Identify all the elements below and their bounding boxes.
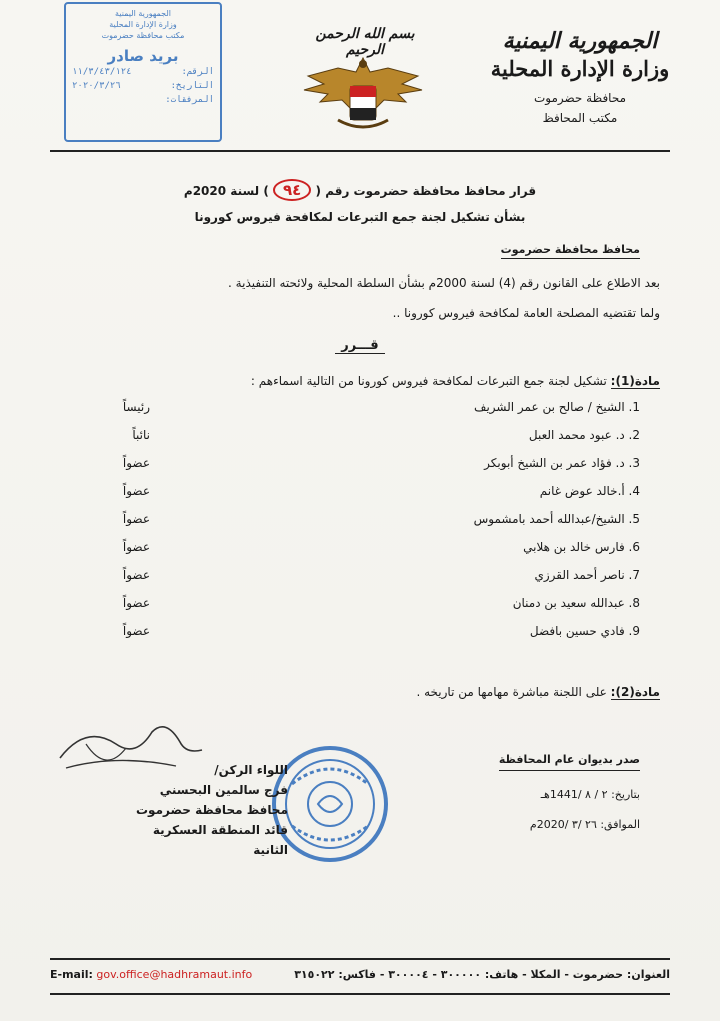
outgoing-mail-stamp [64,2,222,142]
basmala: بسم الله الرحمن الرحيم [315,26,415,58]
article-2-text: على اللجنة مباشرة مهامها من تاريخه . [416,685,607,699]
decree-title-prefix: قرار محافظ محافظة حضرموت رقم ( [315,184,537,198]
decree-number: ٩٤ [273,179,311,201]
republic-name: الجمهورية اليمنية [502,28,658,54]
stamp-date-row [66,79,220,93]
stamp-title: بريد صادر [107,47,179,65]
list-item: 6. فارس خالد بن هلابي عضواً [122,540,640,554]
eagle-emblem-icon [298,50,428,140]
header-divider [50,150,670,152]
list-item: 7. ناصر أحمد القرزي عضواً [122,568,640,582]
stamp-ref-label: الرقم: [181,67,214,77]
footer-email: E-mail: gov.office@hadhramaut.info [50,968,253,981]
list-item: 1. الشيخ / صالح بن عمر الشريف رئيساً [122,400,640,414]
article-1 [80,374,660,388]
governorate-name: محافظة حضرموت [533,91,627,105]
list-item: 3. د. فؤاد عمر بن الشيخ أبوبكر عضواً [122,456,640,470]
list-item: 9. فادي حسين بافضل عضواً [122,624,640,638]
signatory-rank: اللواء الركن/ [214,763,288,777]
email-link[interactable]: gov.office@hadhramaut.info [96,968,253,981]
stamp-attach-row [66,93,220,107]
stamp-ref-row [66,65,220,79]
footer-divider [50,958,670,960]
signatory-title2: قائد المنطقة العسكرية الثانية [152,823,288,857]
article-2 [80,685,660,699]
decree-title [90,179,630,201]
preamble-para1: بعد الاطلاع على القانون رقم (4) لسنة 2000م بشأن السلطة المحلية ولائحته التنفيذية . [228,276,660,290]
stamp-date-label: التاريخ: [170,81,214,91]
list-item: 8. عبدالله سعيد بن دمنان عضواً [122,596,640,610]
hijri-date: بتاريخ: ٢ / ٨ /1441هـ [540,788,640,801]
article-2-label: مادة(2): [610,685,660,699]
signatory-name: فرج سالمين البحسني [159,783,288,797]
stamp-date-value: ٢٠٢٠/٣/٢٦ [72,81,121,91]
decree-title-suffix: ) لسنة 2020م [183,184,269,198]
stamp-line1: الجمهورية اليمنية [114,9,171,18]
footer-address: العنوان: حضرموت - المكلا - هاتف: ٣٠٠٠٠٠ - ٣٠٠٠٠٤ - فاكس: ٣١٥٠٢٢ [294,968,670,981]
article-1-text: تشكيل لجنة جمع التبرعات لمكافحة فيروس كورونا من التالية اسماءهم : [250,374,607,388]
list-item: 5. الشيخ/عبدالله أحمد بامشموس عضواً [122,512,640,526]
office-name: مكتب المحافظ [542,111,618,125]
list-item: 4. أ.خالد عوض غانم عضواً [122,484,640,498]
stamp-ref-value: ١١/٣/٤٣/١٢٤ [72,67,132,77]
footer-divider-bottom [50,993,670,995]
signatory-title1: محافظ محافظة حضرموت [135,803,288,817]
footer [50,968,670,981]
stamp-attach-label: المرفقات: [165,95,214,105]
stamp-line3: مكتب محافظة حضرموت [101,31,185,40]
letterhead [480,28,680,125]
gregorian-date: الموافق: ٢٦ /٣ /2020م [529,818,640,831]
preamble-para2: ولما تقتضيه المصلحة العامة لمكافحة فيروس كورونا .. [392,306,660,320]
issued-heading: صدر بديوان عام المحافظة [499,750,640,771]
decree-subject: بشأن تشكيل لجنة جمع التبرعات لمكافحة فيروس كورونا [194,210,526,224]
article-1-label: مادة(1): [610,374,660,388]
decision-heading: قـــرر [280,338,440,353]
ministry-name: وزارة الإدارة المحلية [490,56,670,81]
stamp-line2: وزارة الإدارة المحلية [109,20,177,29]
list-item: 2. د. عبود محمد العبل نائباً [132,428,640,442]
issued-block [470,750,640,835]
authority-heading: محافظ محافظة حضرموت [501,243,640,259]
signatory-block [118,760,288,860]
official-seal-icon [270,744,390,864]
